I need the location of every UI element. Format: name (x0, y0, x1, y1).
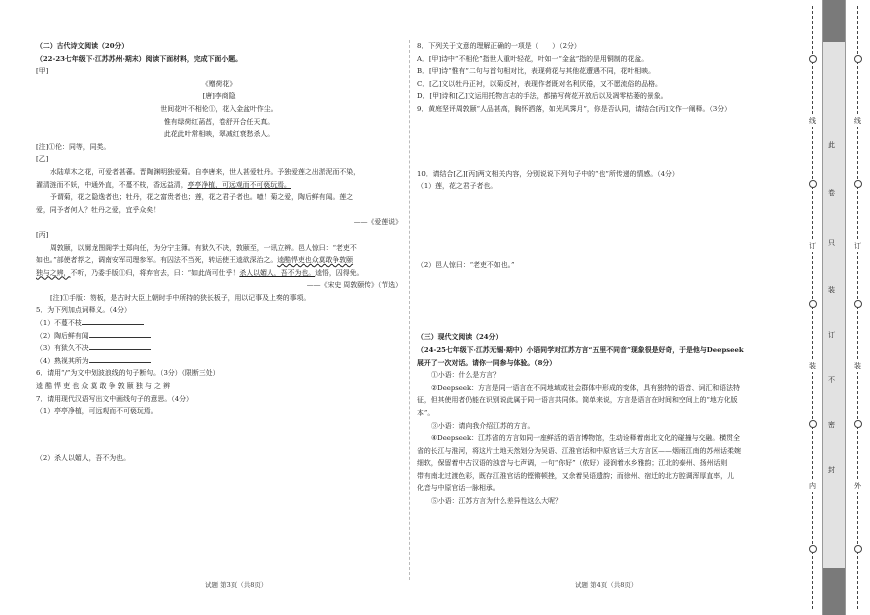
dialogue-line: ⑤小语：江苏方言为什么差异性这么大呢？ (431, 497, 562, 506)
strip-block (823, 568, 845, 615)
exam-page-4 (417, 40, 797, 508)
q10-item: （1）莲，花之君子者也。 (417, 182, 498, 191)
material-intro: （24-25七年级下·江苏无锡·期中）小语同学对江苏方言“五里不同音”现象很是好奇，于是他与Deepseek (417, 345, 744, 354)
poem-line: 此花此叶常相映，翠减红衰愁杀人。 (163, 130, 275, 139)
q8-option-a[interactable]: A．[甲]诗中“不相伦”指世人重叶轻花，叶如一“金盆”指的是用铜制的花盆。 (417, 54, 649, 63)
section-heading: （三）现代文阅读（24分） (417, 333, 503, 342)
question-6: 6．请用“/”为文中划波浪线的句子断句。（3分）（限断三处） (36, 369, 220, 378)
binding-word: 线 (809, 117, 816, 125)
dialogue-line: ④Deepseek：江苏省的方言如同一座鲜活的语言博物馆，生动诠释着南北文化的碰撞与交融。横贯全 (431, 434, 740, 443)
passage-line: 水陆草木之花，可爱者甚蕃。晋陶渊明独爱菊。自李唐来，世人甚爱牡丹。予独爱莲之出淤泥而不染， (50, 167, 361, 176)
question-8: 8．下列关于文意的理解正确的一项是（ ）（2分） (417, 42, 581, 50)
dialogue-line: 细软，保留着中古汉语的浊音与七声调，一句“你好”（侬好）浸润着水乡雅韵；江北的泰州、扬州话则 (417, 459, 728, 468)
answer-space[interactable] (417, 116, 797, 168)
notice-char: 此 (828, 141, 835, 149)
passage-line: 爱，同予者何人？牡丹之爱，宜乎众矣！ (36, 205, 161, 214)
answer-space[interactable] (36, 418, 402, 452)
q8-option-b[interactable]: B．[甲]诗“惟有”二句与首句相对比，表现荷花与其他花遭遇不同，花叶相映。 (417, 67, 655, 76)
q8-option-d[interactable]: D．[甲]诗和[乙]文运用托物言志的手法，都描写荷花开放后以及凋零枯萎的景象。 (417, 92, 668, 101)
dialogue-line: 省的长江与淮河，将这片土地天然划分为吴语、江淮官话和中原官话三大方言区——烟雨江南的苏州话柔婉 (417, 446, 741, 455)
notice-char: 装 (828, 286, 835, 294)
strip-block (823, 0, 845, 42)
column-divider (409, 40, 410, 580)
answer-blank[interactable] (82, 317, 144, 325)
q7-item: （2）杀人以媚人，吾不为也。 (36, 453, 130, 462)
q6-sentence: 逵 酷 悍 吏 也 众 莫 敢 争 敦 颐 独 与 之 辨 (36, 382, 171, 391)
question-10: 10．请结合[乙][丙]两文相关内容，分别说说下列句子中的“也”所传递的情感。（4分） (417, 169, 679, 178)
question-9: 9．黄庭坚评周敦颐“人品甚高，胸怀洒落，如光风霁月”，你是否认同，请结合[丙]文作一阐释。（3分） (417, 104, 732, 113)
part-label: [甲] (36, 67, 49, 76)
q10-item: （2）邑人惊曰：“老吏不如也。” (417, 260, 515, 269)
binding-word: 订 (854, 242, 861, 250)
binding-word: 装 (854, 362, 861, 370)
answer-blank[interactable] (89, 342, 151, 350)
q7-item: （1）亭亭净植，可远观而不可亵玩焉。 (36, 407, 158, 416)
exam-page-3 (36, 40, 402, 464)
binding-word: 订 (809, 242, 816, 250)
binding-hole-icon (809, 545, 817, 553)
wavy-sentence: 逵酷悍吏也众莫敢争敦颐 (277, 256, 354, 265)
poem-author: [唐]李商隐 (202, 92, 236, 101)
dialogue-line: ①小语：什么是方言？ (431, 371, 500, 380)
wavy-sentence: 独与之辨， (36, 268, 71, 277)
page-footer-3: 试题 第3页（共8页） (205, 581, 268, 589)
binding-hole-icon (854, 180, 862, 188)
material-intro: （22-23七年级下·江苏苏州·期末）阅读下面材料，完成下面小题。 (36, 54, 242, 63)
poem-note: [注]①伦：同等，同类。 (36, 142, 111, 151)
source-citation: ——《宋史 周敦颐传》（节选） (306, 281, 402, 290)
dialogue-line: 本”。 (417, 408, 435, 417)
notice-char: 封 (828, 466, 835, 474)
dialogue-line: 化音与中原官话一脉相承。 (417, 484, 500, 493)
notice-char: 密 (828, 421, 835, 429)
question-5: 5．为下列加点词释义。（4分） (36, 306, 131, 315)
binding-word: 线 (854, 117, 861, 125)
dialogue-line: ②Deepseek：方言是同一语言在不同地域或社会群体中形成的变体，具有独特的语音、词汇和语法特 (431, 383, 740, 392)
notice-char: 卷 (828, 189, 835, 197)
notice-char: 只 (828, 239, 835, 247)
dialogue-line: 征，但其使用者仍能在识别说此属于同一语言共同体。简单来说，方言是语言在时间和空间上的“地方化版 (417, 396, 738, 405)
answer-blank[interactable] (89, 330, 151, 338)
q5-item: （2）陶后鲜有闻 (36, 330, 402, 343)
binding-word: 内 (809, 482, 816, 490)
binding-word: 外 (854, 482, 861, 490)
q8-option-c[interactable]: C．[乙]文以牡丹正衬，以菊反衬，表现作者既对名利厌倦，又不愿流俗的品格。 (417, 79, 662, 88)
underlined-sentence: 亭亭净植，可远观而不可亵玩焉。 (187, 180, 291, 189)
binding-hole-icon (854, 300, 862, 308)
source-citation: ——《爱莲说》 (353, 218, 402, 227)
binding-strip (822, 0, 846, 615)
binding-hole-icon (854, 420, 862, 428)
answer-space[interactable] (417, 271, 797, 331)
dialogue-line: ③小语：请向我介绍江苏的方言。 (431, 421, 535, 430)
part-label: [丙] (36, 230, 49, 239)
answer-blank[interactable] (89, 355, 151, 363)
passage-line: 濯清涟而不妖，中通外直，不蔓不枝，香远益清，亭亭净植，可远观而不可亵玩焉。 (36, 180, 291, 189)
material-intro: 展开了一次对话。请你一同参与体验。（8分） (417, 358, 557, 367)
part-label: [乙] (36, 155, 49, 164)
passage-line: 如也。”部使者荐之，调南安军司理参军。有囚法不当死，转运使王逵欲深治之。逵酷悍吏也众莫敢争敦颐 (36, 256, 354, 265)
underlined-sentence: 杀人以媚人，吾不为也。 (239, 268, 316, 277)
passage-line: 独与之辨，不听，乃委手版①归，将弃官去，曰：“如此尚可仕乎！杀人以媚人，吾不为也。逵悟，囚得免。 (36, 268, 364, 277)
q5-item: （3）有狱久不决 (36, 342, 402, 355)
q5-item: （4）熟视其所为 (36, 355, 402, 368)
notice-char: 订 (828, 331, 835, 339)
section-heading: （二）古代诗文阅读（20分） (36, 42, 129, 50)
passage-note: [注]①手版：笏板，是古时大臣上朝时手中所持的狭长板子，用以记事及上奏的事项。 (50, 293, 311, 302)
answer-space[interactable] (417, 193, 797, 259)
binding-word: 装 (809, 362, 816, 370)
binding-hole-icon (854, 545, 862, 553)
dialogue-line: 带有南北过渡色彩，既存江淮官话的铿锵顿挫，又余着吴语遗韵；而徐州、宿迁的北方腔调浑厚直率，儿 (417, 471, 734, 480)
passage-line: 周敦颐，以舅龙图阁学士郑向任，为分宁主簿。有狱久不决，敦颐至，一讯立辨。邑人惊曰：“老吏不 (50, 243, 357, 252)
binding-hole-icon (809, 420, 817, 428)
poem-title: 《赠荷花》 (201, 79, 237, 88)
notice-char: 不 (828, 376, 835, 384)
binding-hole-icon (809, 180, 817, 188)
binding-hole-icon (854, 55, 862, 63)
q5-item: （1）不蔓不枝 (36, 317, 402, 330)
page-footer-4: 试题 第4页（共8页） (575, 581, 638, 589)
binding-hole-icon (809, 300, 817, 308)
passage-line: 予谓菊，花之隐逸者也；牡丹，花之富贵者也；莲，花之君子者也。噫！菊之爱，陶后鲜有闻。莲之 (50, 193, 354, 202)
poem-line: 世间花叶不相伦①，花入金盆叶作尘。 (160, 104, 278, 113)
question-7: 7．请用现代汉语写出文中画线句子的意思。（4分） (36, 394, 193, 403)
poem-line: 惟有绿荷红菡萏，卷舒开合任天真。 (163, 117, 275, 126)
binding-hole-icon (809, 55, 817, 63)
